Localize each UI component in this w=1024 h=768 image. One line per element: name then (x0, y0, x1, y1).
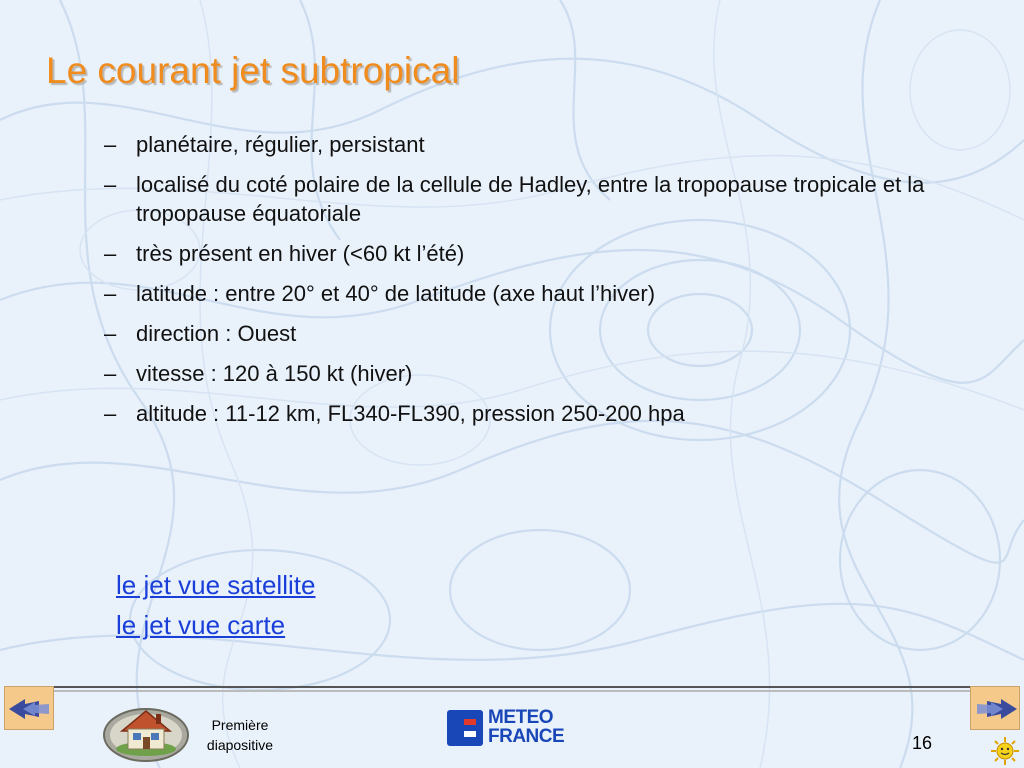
bullet-text: vitesse : 120 à 150 kt (hiver) (136, 361, 413, 386)
bullet-dash: – (104, 401, 117, 426)
house-icon (102, 699, 190, 763)
bullet-item (104, 359, 1004, 388)
link-group (116, 565, 315, 645)
forward-arrow-icon (971, 687, 1021, 731)
bullet-text: localisé du coté polaire de la cellule de Hadley, entre la tropopause tropicale et la tropopause équatoriale (136, 172, 925, 226)
bullet-list (104, 130, 1004, 439)
bullet-item (104, 319, 1004, 348)
previous-slide-button[interactable] (4, 686, 54, 730)
home-label-line1: Première (211, 717, 269, 733)
bullet-item (104, 239, 1004, 268)
bullet-item (104, 170, 1004, 228)
bullet-dash: – (104, 321, 117, 346)
bullet-dash: – (104, 361, 117, 386)
map-view-link[interactable]: le jet vue carte (116, 610, 286, 640)
logo-text (488, 708, 564, 746)
footer-divider-shadow (54, 690, 972, 692)
slide-title: Le courant jet subtropical (46, 50, 460, 91)
next-slide-button[interactable] (970, 686, 1020, 730)
bullet-text: altitude : 11-12 km, FL340-FL390, pression 250-200 hpa (136, 401, 685, 426)
bullet-item (104, 130, 1004, 159)
bullet-item (104, 399, 1004, 428)
bullet-dash: – (104, 132, 117, 157)
satellite-view-link[interactable]: le jet vue satellite (116, 570, 316, 600)
meteo-france-emblem-icon (447, 710, 483, 746)
bullet-dash: – (104, 241, 117, 266)
logo-line1: METEO (488, 707, 554, 728)
bullet-text: latitude : entre 20° et 40° de latitude (axe haut l’hiver) (136, 281, 656, 306)
meteo-france-logo (447, 708, 577, 752)
bullet-text: très présent en hiver (<60 kt l’été) (136, 241, 465, 266)
sun-smiley-icon (990, 736, 1020, 766)
footer-divider (54, 686, 972, 688)
first-slide-home-button[interactable] (102, 699, 190, 763)
bullet-dash: – (104, 281, 117, 306)
home-label[interactable] (190, 715, 290, 755)
slide-number: 16 (912, 733, 933, 753)
bullet-item (104, 279, 1004, 308)
home-label-line2: diapositive (206, 737, 274, 753)
bullet-text: direction : Ouest (136, 321, 297, 346)
bullet-text: planétaire, régulier, persistant (136, 132, 425, 157)
bullet-dash: – (104, 172, 117, 197)
back-arrow-icon (5, 687, 55, 731)
logo-line2: FRANCE (488, 726, 565, 747)
